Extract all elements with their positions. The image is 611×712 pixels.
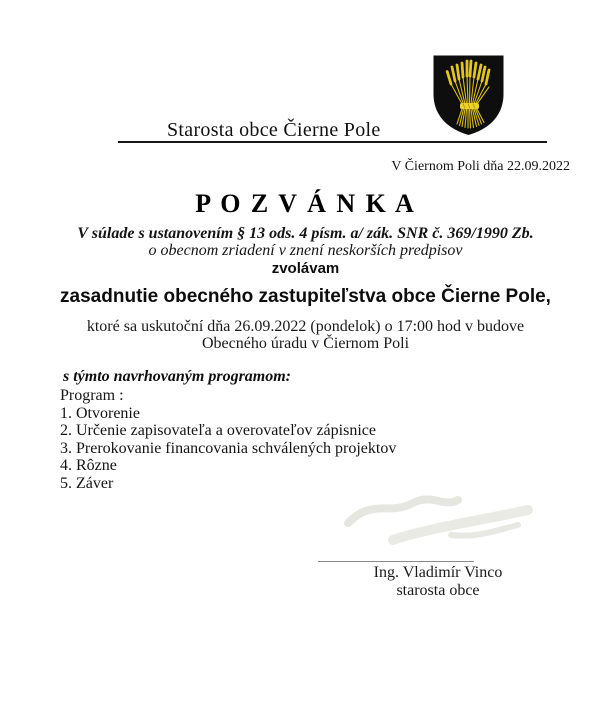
meeting-details-line1: ktoré sa uskutoční dňa 26.09.2022 (pondelok) o 17:00 hod v budove: [86, 318, 525, 335]
program-item: 4. Rôzne: [60, 457, 117, 474]
signer-role: starosta obce: [396, 582, 480, 599]
header-divider: [118, 141, 547, 143]
program-label: Program :: [60, 387, 124, 404]
coat-of-arms-icon: [432, 54, 505, 137]
legal-clause-line1: V súlade s ustanovením § 13 ods. 4 písm. a/ zák. SNR č. 369/1990 Zb.: [77, 225, 534, 242]
program-item: 1. Otvorenie: [60, 404, 140, 422]
document-title: P O Z V Á N K A: [195, 189, 416, 218]
dateline: V Čiernom Poli dňa 22.09.2022: [391, 159, 570, 174]
meeting-details-line2: Obecného úradu v Čiernom Poli: [201, 335, 410, 352]
program-intro: s týmto navrhovaným programom:: [63, 368, 292, 385]
signer-name: Ing. Vladimír Vinco: [373, 564, 503, 581]
handwritten-signature: [333, 478, 543, 563]
convene-word: zvolávam: [271, 260, 340, 277]
signature-line: [318, 561, 474, 562]
office-title: Starosta obce Čierne Pole: [167, 119, 381, 141]
legal-clause-line2: o obecnom zriadení v znení neskorších predpisov: [148, 242, 463, 259]
program-item: 2. Určenie zapisovateľa a overovateľov zápisnice: [60, 422, 376, 439]
meeting-title: zasadnutie obecného zastupiteľstva obce Čierne Pole,: [60, 286, 551, 307]
program-list: [60, 387, 396, 492]
program-item: 5. Záver: [60, 474, 114, 492]
program-item: 3. Prerokovanie financovania schválených projektov: [60, 439, 397, 457]
